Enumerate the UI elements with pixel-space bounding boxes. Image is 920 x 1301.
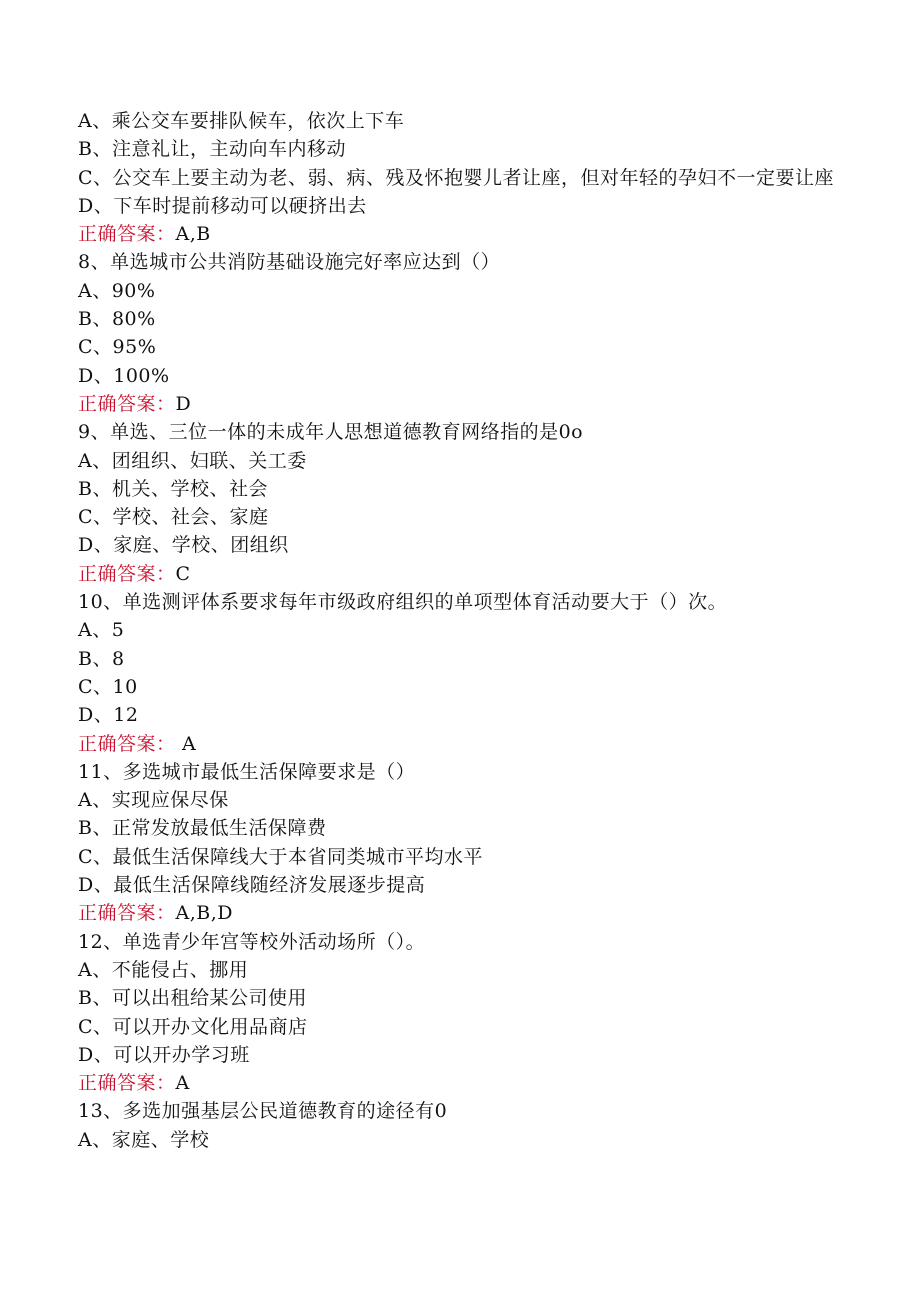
answer-line: [78, 730, 868, 758]
option-text: C、10: [78, 675, 138, 698]
option-text: B、可以出租给某公司使用: [78, 987, 307, 1010]
question-text: 11、多选城市最低生活保障要求是（）: [78, 760, 416, 783]
option-text: A、团组织、妇联、关工委: [78, 449, 307, 472]
option-text: B、正常发放最低生活保障费: [78, 817, 327, 840]
option-text: B、8: [78, 647, 125, 670]
option-text: A、家庭、学校: [78, 1128, 210, 1151]
option-text: C、可以开办文化用品商店: [78, 1015, 308, 1038]
option-text: B、机关、学校、社会: [78, 477, 268, 500]
question-text: 12、单选青少年宫等校外活动场所（）。: [78, 930, 426, 953]
option-text: A、不能侵占、挪用: [78, 958, 249, 981]
answer-line: [78, 560, 868, 588]
answer-value: A: [175, 732, 197, 755]
answer-label: 正确答案：: [78, 732, 176, 755]
question-text: 10、单选测评体系要求每年市级政府组织的单项型体育活动要大于（）次。: [78, 591, 728, 614]
answer-label: 正确答案：: [78, 392, 176, 415]
option-text: B、80%: [78, 308, 156, 331]
answer-line: [78, 1069, 868, 1097]
option-text: C、95%: [78, 336, 157, 359]
answer-value: A,B: [175, 223, 211, 246]
option-text: A、5: [78, 619, 125, 642]
document-page: [78, 107, 868, 1154]
question-text: 13、多选加强基层公民道德教育的途径有0: [78, 1100, 448, 1123]
answer-value: A: [175, 1072, 190, 1095]
question-text: 8、单选城市公共消防基础设施完好率应达到（）: [78, 251, 501, 274]
answer-line: [78, 390, 868, 418]
option-text: D、100%: [78, 364, 170, 387]
option-text: C、最低生活保障线大于本省同类城市平均水平: [78, 845, 484, 868]
question-text: 9、单选、三位一体的未成年人思想道德教育网络指的是0o: [78, 421, 584, 444]
answer-value: C: [175, 562, 191, 585]
option-text: D、最低生活保障线随经济发展逐步提高: [78, 874, 426, 897]
answer-line: [78, 899, 868, 927]
answer-label: 正确答案：: [78, 1072, 176, 1095]
answer-value: A,B,D: [175, 902, 234, 925]
answer-label: 正确答案：: [78, 223, 176, 246]
option-text: C、公交车上要主动为老、弱、病、残及怀抱婴儿者让座，但对年轻的孕妇不一定要让座: [78, 166, 835, 189]
answer-line: [78, 220, 868, 248]
option-text: D、可以开办学习班: [78, 1043, 250, 1066]
option-text: C、学校、社会、家庭: [78, 506, 269, 529]
option-text: A、实现应保尽保: [78, 789, 229, 812]
option-text: B、注意礼让，主动向车内移动: [78, 138, 346, 161]
answer-label: 正确答案：: [78, 902, 176, 925]
option-text: D、12: [78, 704, 139, 727]
answer-value: D: [175, 392, 192, 415]
answer-label: 正确答案：: [78, 562, 176, 585]
option-text: D、家庭、学校、团组织: [78, 534, 289, 557]
option-text: A、90%: [78, 279, 156, 302]
option-text: D、下车时提前移动可以硬挤出去: [78, 194, 367, 217]
option-text: A、乘公交车要排队候车，依次上下车: [78, 110, 405, 132]
